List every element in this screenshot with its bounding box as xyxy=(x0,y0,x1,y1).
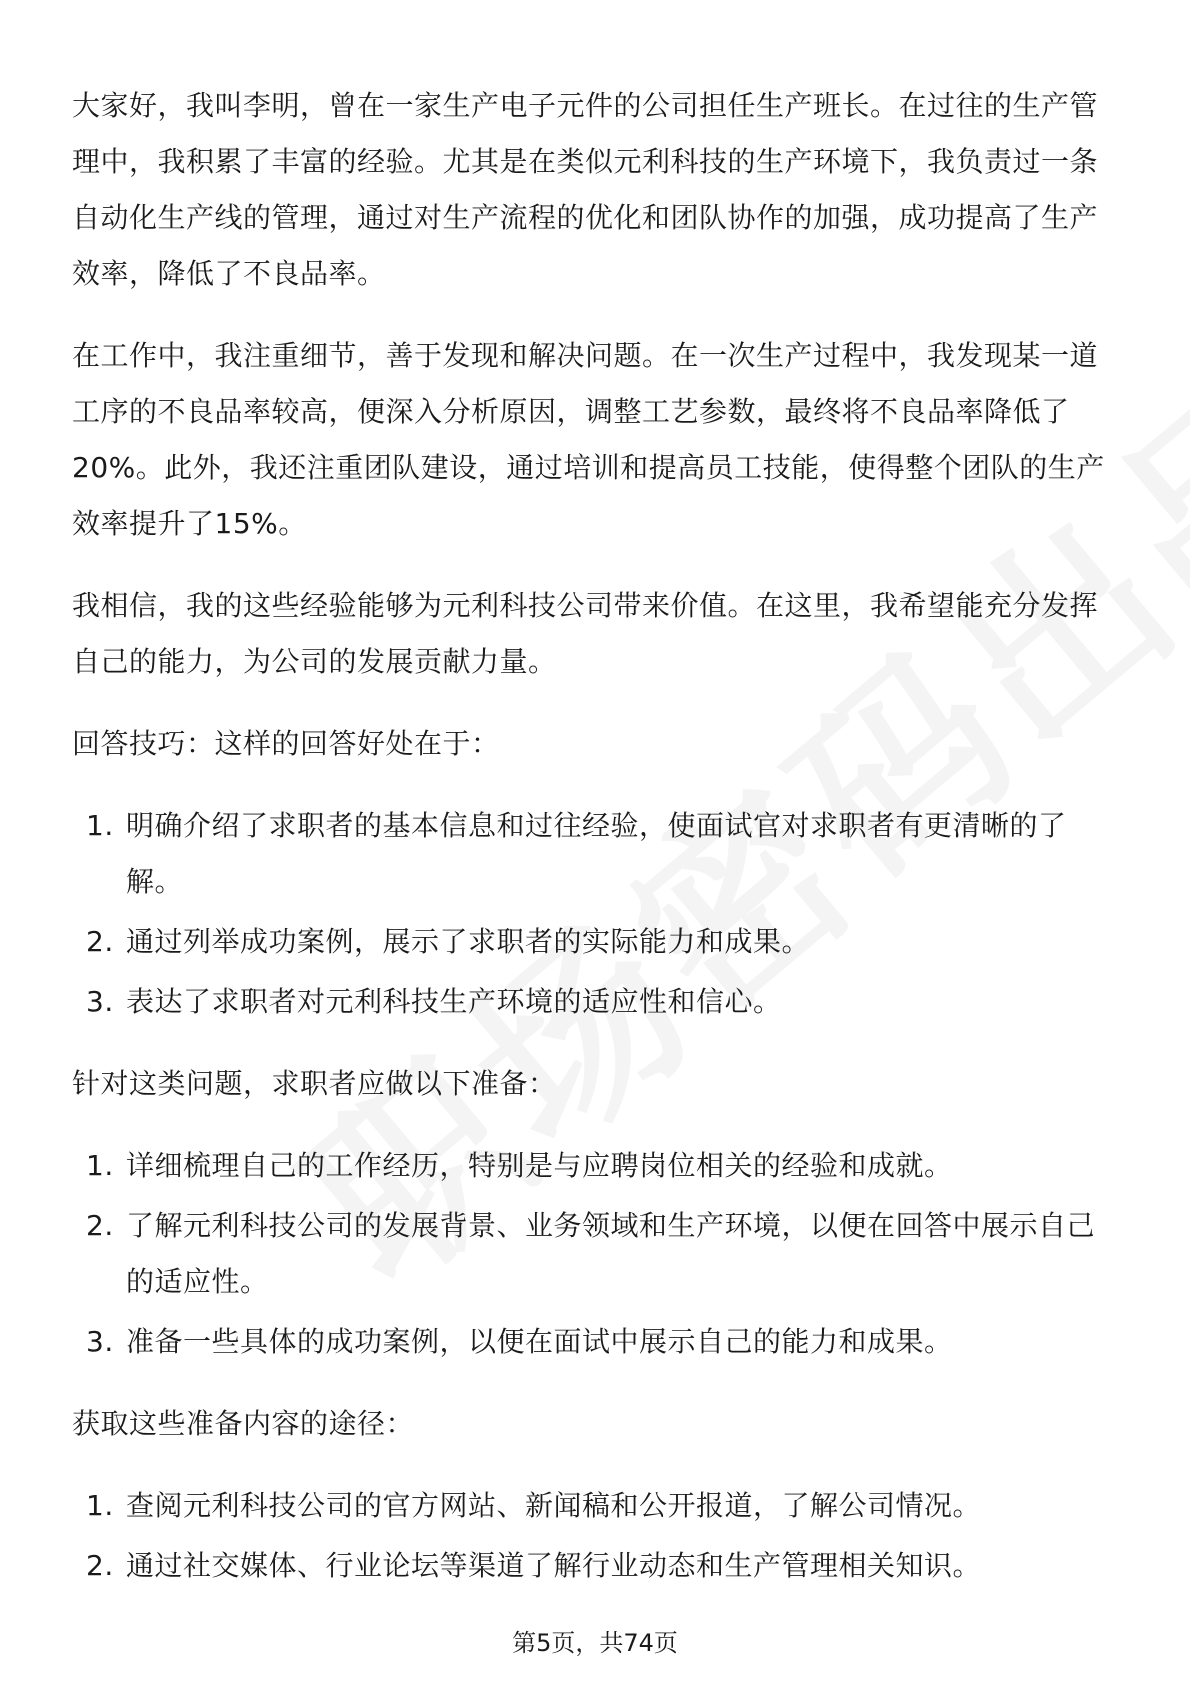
section-heading-sources: 获取这些准备内容的途径： xyxy=(72,1407,415,1440)
list-item-text: 明确介绍了求职者的基本信息和过往经验，使面试官对求职者有更清晰的了解。 xyxy=(126,809,1067,898)
section-heading-answer-tips: 回答技巧：这样的回答好处在于： xyxy=(72,727,500,760)
list-number: 1. xyxy=(86,1149,114,1182)
list-item xyxy=(72,1478,1120,1534)
answer-tips-list xyxy=(72,798,1120,1030)
list-item-text: 准备一些具体的成功案例，以便在面试中展示自己的能力和成果。 xyxy=(126,1325,953,1358)
sources-list xyxy=(72,1478,1120,1594)
list-number: 3. xyxy=(86,1325,114,1358)
list-item-text: 查阅元利科技公司的官方网站、新闻稿和公开报道，了解公司情况。 xyxy=(126,1489,982,1522)
list-item xyxy=(72,1314,1120,1370)
list-number: 2. xyxy=(86,925,114,958)
list-item xyxy=(72,798,1120,910)
list-item xyxy=(72,1538,1120,1594)
page-number-footer: 第5页，共74页 xyxy=(512,1629,678,1657)
list-item xyxy=(72,974,1120,1030)
list-number: 2. xyxy=(86,1209,114,1242)
section-heading-preparation: 针对这类问题，求职者应做以下准备： xyxy=(72,1067,557,1100)
list-number: 3. xyxy=(86,985,114,1018)
preparation-list xyxy=(72,1138,1120,1370)
list-item-text: 了解元利科技公司的发展背景、业务领域和生产环境，以便在回答中展示自己的适应性。 xyxy=(126,1209,1096,1298)
list-item xyxy=(72,914,1120,970)
list-item-text: 通过社交媒体、行业论坛等渠道了解行业动态和生产管理相关知识。 xyxy=(126,1549,982,1582)
list-item-text: 通过列举成功案例，展示了求职者的实际能力和成果。 xyxy=(126,925,811,958)
paragraph-closing: 我相信，我的这些经验能够为元利科技公司带来价值。在这里，我希望能充分发挥自己的能力，为公司的发展贡献力量。 xyxy=(72,589,1099,678)
list-item xyxy=(72,1138,1120,1194)
list-number: 2. xyxy=(86,1549,114,1582)
paragraph-intro: 大家好，我叫李明，曾在一家生产电子元件的公司担任生产班长。在过往的生产管理中，我积累了丰富的经验。尤其是在类似元利科技的生产环境下，我负责过一条自动化生产线的管理，通过对生产流程的优化和团队协作的加强，成功提高了生产效率，降低了不良品率。 xyxy=(72,89,1099,290)
list-number: 1. xyxy=(86,809,114,842)
document-body xyxy=(72,78,1120,1620)
list-item-text: 表达了求职者对元利科技生产环境的适应性和信心。 xyxy=(126,985,782,1018)
list-number: 1. xyxy=(86,1489,114,1522)
list-item-text: 详细梳理自己的工作经历，特别是与应聘岗位相关的经验和成就。 xyxy=(126,1149,953,1182)
paragraph-work-details: 在工作中，我注重细节，善于发现和解决问题。在一次生产过程中，我发现某一道工序的不良品率较高，便深入分析原因，调整工艺参数，最终将不良品率降低了20%。此外，我还注重团队建设，通过培训和提高员工技能，使得整个团队的生产效率提升了15%。 xyxy=(72,339,1105,540)
list-item xyxy=(72,1198,1120,1310)
